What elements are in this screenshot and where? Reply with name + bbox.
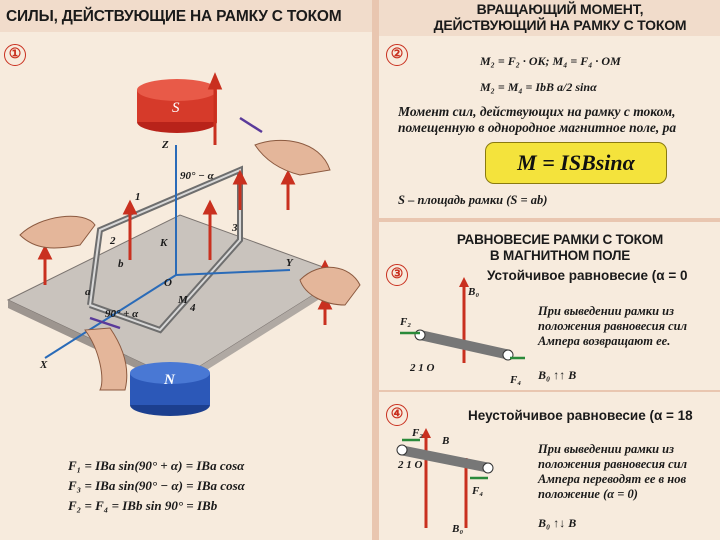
unstable-text-line1: При выведении рамки из xyxy=(538,442,674,456)
svg-text:2 1 O: 2 1 O xyxy=(398,459,423,471)
svg-text:O: O xyxy=(164,277,172,289)
svg-text:2 1 O: 2 1 O xyxy=(410,362,435,374)
svg-text:3: 3 xyxy=(232,222,238,234)
left-title: СИЛЫ, ДЕЙСТВУЮЩИЕ НА РАМКУ С ТОКОМ xyxy=(6,8,342,25)
stable-text-line2: положения равновесия сил xyxy=(538,319,688,333)
equilibrium-title-line2: В МАГНИТНОМ ПОЛЕ xyxy=(489,248,631,263)
svg-text:Y: Y xyxy=(286,257,293,269)
unstable-diagram xyxy=(390,428,530,538)
svg-text:4: 4 xyxy=(190,302,196,314)
moment-desc-line1: Момент сил, действующих на рамку с током, xyxy=(398,104,676,119)
pole-s-label: S xyxy=(172,100,180,116)
stable-note: B₀ ↑↑ B xyxy=(538,368,577,382)
section-number-1: ① xyxy=(4,44,26,66)
equilibrium-title xyxy=(420,232,700,264)
formula-f1: F₁ = IBa sin(90° + α) = IBa cosα xyxy=(68,458,245,473)
magnet-n xyxy=(130,362,210,416)
stable-diagram xyxy=(390,283,530,393)
hand-left xyxy=(20,216,95,248)
stable-description xyxy=(538,304,687,349)
moment-formula-1: M₂ = F₂ · OK; M₄ = F₄ · OM xyxy=(480,54,621,68)
subsection-divider xyxy=(379,390,720,392)
svg-text:90° + α: 90° + α xyxy=(105,308,139,320)
right-title-line1: ВРАЩАЮЩИЙ МОМЕНТ, xyxy=(476,1,644,17)
section-number-4: ④ xyxy=(386,404,408,426)
frame-diagram xyxy=(0,60,372,460)
svg-text:1: 1 xyxy=(135,191,141,203)
svg-text:2: 2 xyxy=(110,235,116,247)
svg-text:F₂: F₂ xyxy=(400,316,412,328)
equilibrium-title-line1: РАВНОВЕСИЕ РАМКИ С ТОКОМ xyxy=(456,232,664,247)
stable-text-line3: Ампера возвращают ее. xyxy=(538,334,671,348)
unstable-text-line4: положение (α = 0) xyxy=(538,487,638,501)
panel-divider xyxy=(372,0,379,540)
svg-text:F₄: F₄ xyxy=(472,485,484,497)
moment-description xyxy=(398,104,718,136)
hand-right xyxy=(255,140,330,175)
unstable-note: B₀ ↑↓ B xyxy=(538,516,577,530)
svg-text:F₄: F₄ xyxy=(510,374,522,386)
section-number-3: ③ xyxy=(386,264,408,286)
moment-formula-2: M₂ = M₄ = IbB a/2 sinα xyxy=(480,80,597,94)
svg-text:M: M xyxy=(178,294,188,306)
unstable-title: Неустойчивое равновесие (α = 18 xyxy=(468,408,693,423)
stable-title: Устойчивое равновесие (α = 0 xyxy=(487,268,688,283)
main-formula-box: M = ISBsinα xyxy=(485,142,667,184)
right-title-line2: ДЕЙСТВУЮЩИЙ НА РАМКУ С ТОКОМ xyxy=(433,17,687,33)
svg-text:90° − α: 90° − α xyxy=(180,170,214,182)
unstable-text-line3: Ампера переводят ее в нов xyxy=(538,472,687,486)
formula-f3: F₃ = IBa sin(90° − α) = IBa cosα xyxy=(68,478,245,493)
stable-text-line1: При выведении рамки из xyxy=(538,304,674,318)
formula-f2-f4: F₂ = F₄ = IBb sin 90° = IBb xyxy=(68,498,218,513)
svg-text:Z: Z xyxy=(162,139,169,151)
unstable-description xyxy=(538,442,687,502)
area-note: S – площадь рамки (S = ab) xyxy=(398,193,548,207)
svg-text:F₂: F₂ xyxy=(412,427,424,439)
section-divider xyxy=(379,218,720,222)
svg-text:B₀: B₀ xyxy=(452,523,464,535)
svg-text:K: K xyxy=(160,237,168,249)
right-title xyxy=(420,1,700,33)
svg-text:B₀: B₀ xyxy=(468,286,480,298)
svg-text:X: X xyxy=(40,359,48,371)
pole-n-label: N xyxy=(164,372,175,388)
section-number-2: ② xyxy=(386,44,408,66)
svg-text:a: a xyxy=(85,286,91,298)
svg-text:b: b xyxy=(118,258,124,270)
svg-text:B: B xyxy=(442,435,450,447)
moment-desc-line2: помещенную в однородное магнитное поле, ра xyxy=(398,120,677,135)
unstable-text-line2: положения равновесия сил xyxy=(538,457,688,471)
